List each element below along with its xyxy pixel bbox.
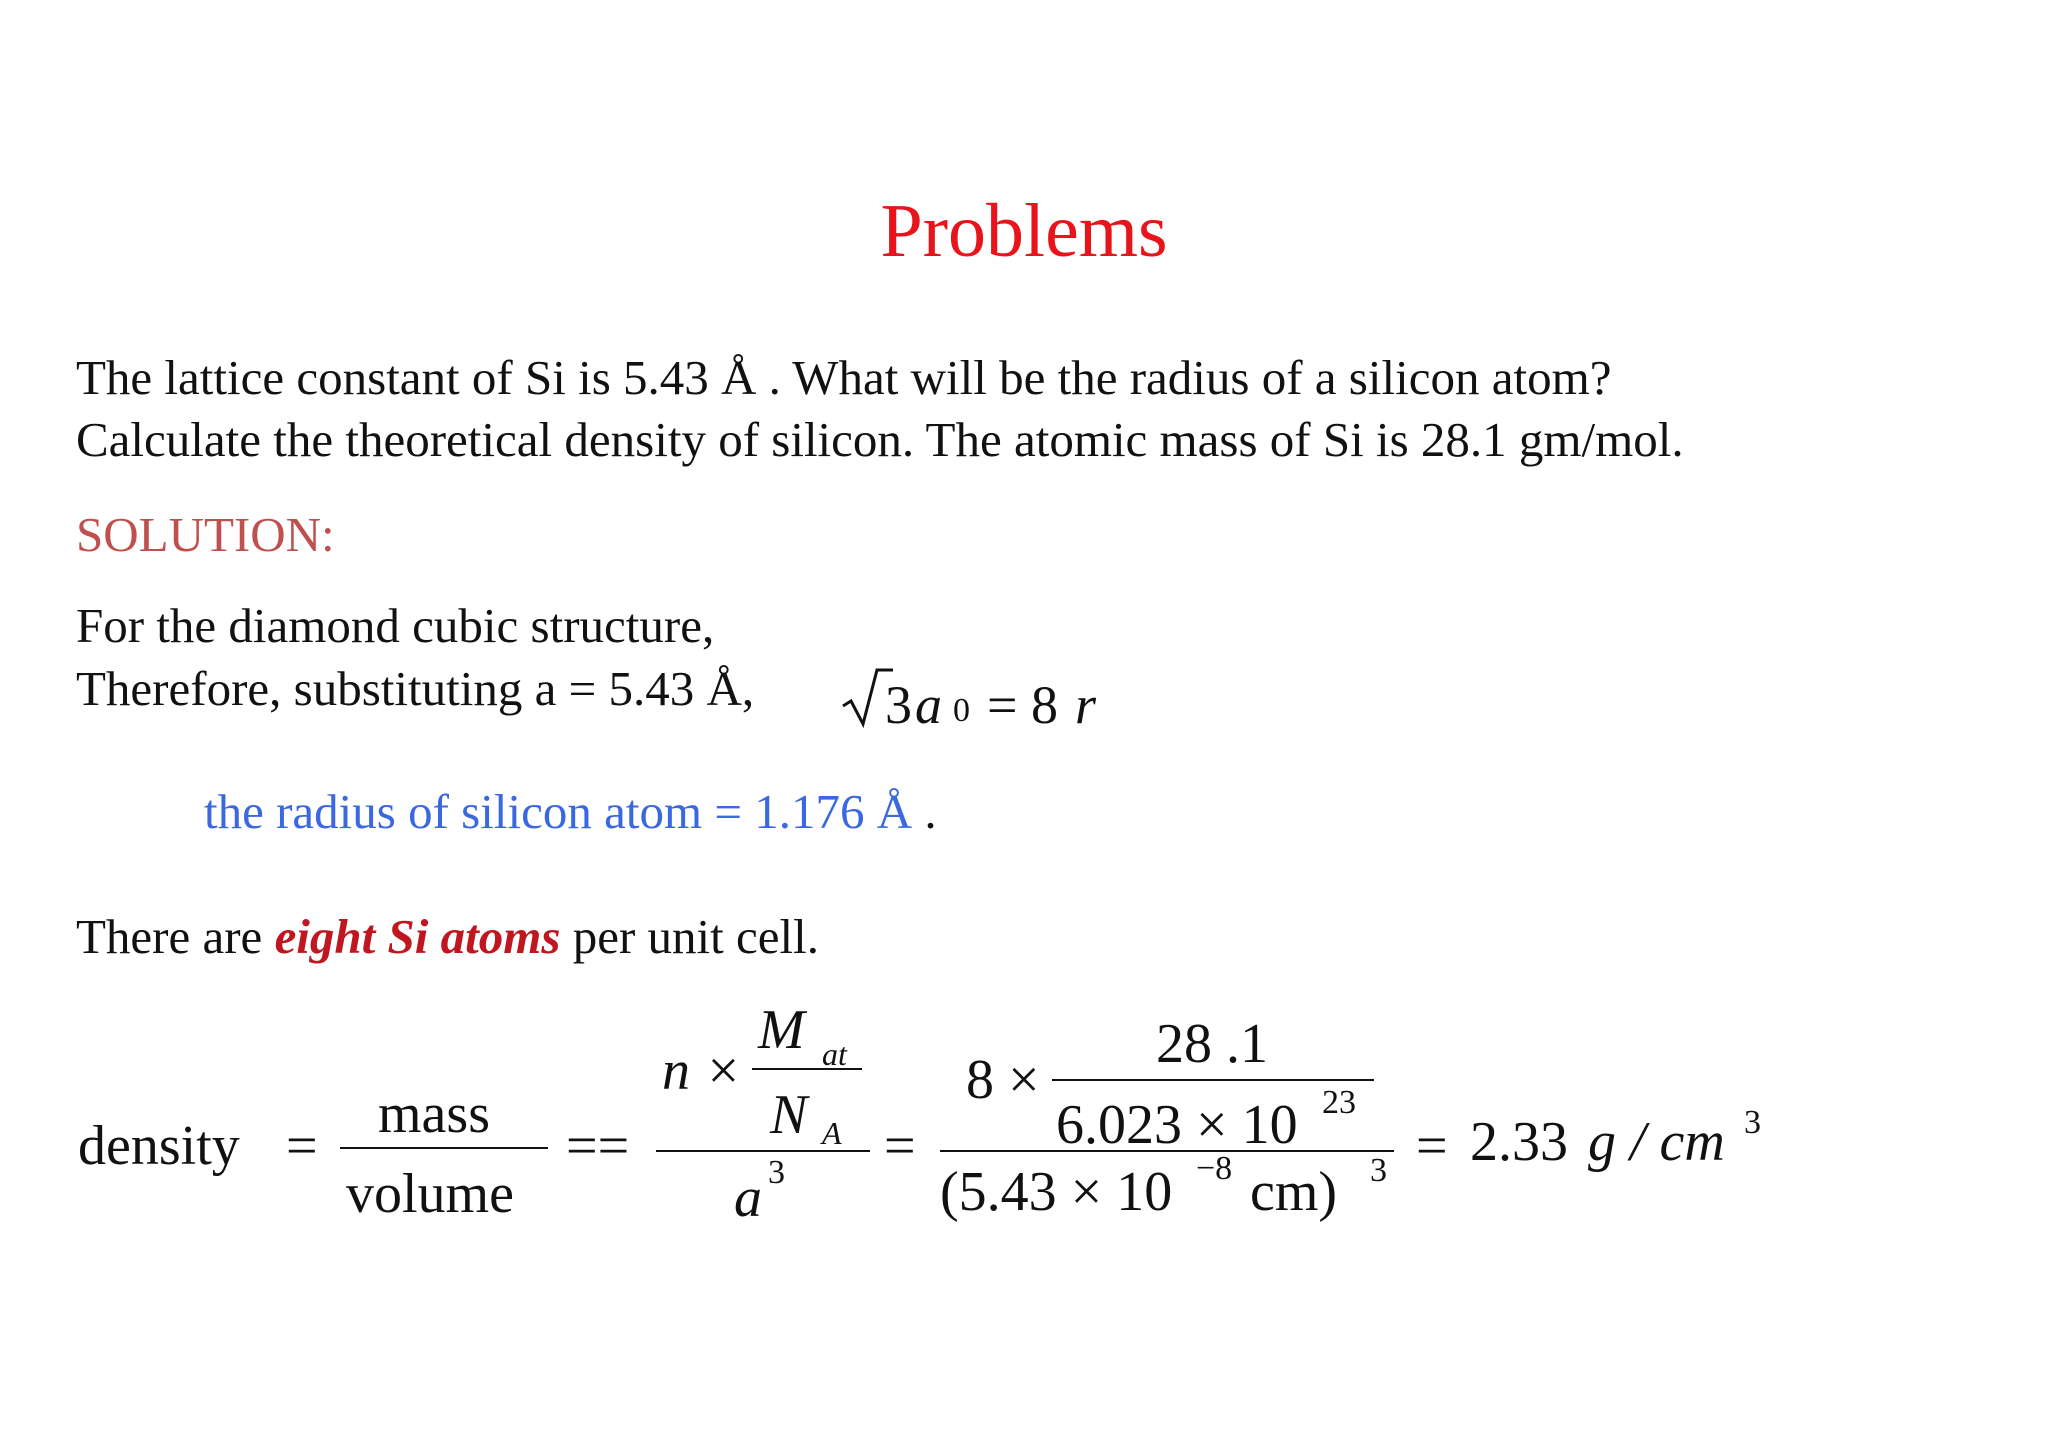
page-title: Problems [880,189,1168,273]
molar-mass-symbol: M [758,999,805,1061]
sqrt-coefficient: 3 [885,675,912,735]
atoms-emphasis: eight Si atoms [274,909,561,964]
lattice-units: cm) [1250,1161,1338,1223]
eight-times: 8 × [966,1049,1040,1111]
radius-result-text: the radius of silicon atom = 1.176 Å [204,784,913,839]
lattice-value-exponent: −8 [1196,1150,1233,1187]
lattice-var: a [915,675,942,735]
avogadro-exponent: 23 [1322,1084,1356,1121]
molar-fraction-bar [752,1068,862,1070]
atoms-prefix: There are [76,909,275,964]
equals-4: = [1416,1115,1448,1177]
lattice-value: (5.43 × 10 [940,1161,1173,1223]
density-units-exponent: 3 [1744,1104,1761,1141]
symbolic-fraction-bar [656,1150,870,1152]
equals-2: == [566,1115,630,1177]
n-times: n × [662,1040,742,1102]
density-units: g / cm [1588,1111,1725,1173]
density-result: 2.33 [1470,1111,1568,1173]
lattice-value-cube: 3 [1370,1152,1387,1189]
equals-1: = [286,1115,318,1177]
radius-var: r [1075,675,1097,735]
step-line-1: For the diamond cubic structure, [76,598,715,653]
avogadro-symbol: N [770,1084,808,1146]
lattice-subscript: 0 [953,692,970,729]
radius-result [204,784,937,839]
atomic-mass-fraction-bar [1052,1079,1374,1081]
equals-3: = [884,1115,916,1177]
mass-numerator: mass [378,1083,490,1145]
lattice-constant-symbol: a [734,1167,762,1229]
solution-label: SOLUTION: [76,507,335,562]
problem-line-1: The lattice constant of Si is 5.43 Å . What will be the radius of a silicon atom? [76,350,1612,405]
relation-rhs: = 8 [987,675,1058,735]
molar-mass-subscript: at [822,1036,847,1072]
problem-line-2: Calculate the theoretical density of silicon. The atomic mass of Si is 28.1 gm/mol. [76,412,1684,467]
avogadro-number: 6.023 × 10 [1056,1094,1298,1156]
mass-volume-fraction-bar [340,1147,548,1149]
volume-denominator: volume [346,1163,514,1225]
lattice-cube-exponent: 3 [768,1154,785,1191]
atomic-mass-value: 28 .1 [1156,1013,1268,1075]
step-line-2: Therefore, substituting a = 5.43 Å, [76,661,755,716]
numeric-fraction-bar [940,1150,1394,1152]
atoms-suffix: per unit cell. [560,909,819,964]
density-label: density [78,1115,240,1177]
avogadro-subscript: A [822,1115,842,1151]
radius-result-dot: . [912,784,937,839]
atoms-sentence [76,909,819,964]
